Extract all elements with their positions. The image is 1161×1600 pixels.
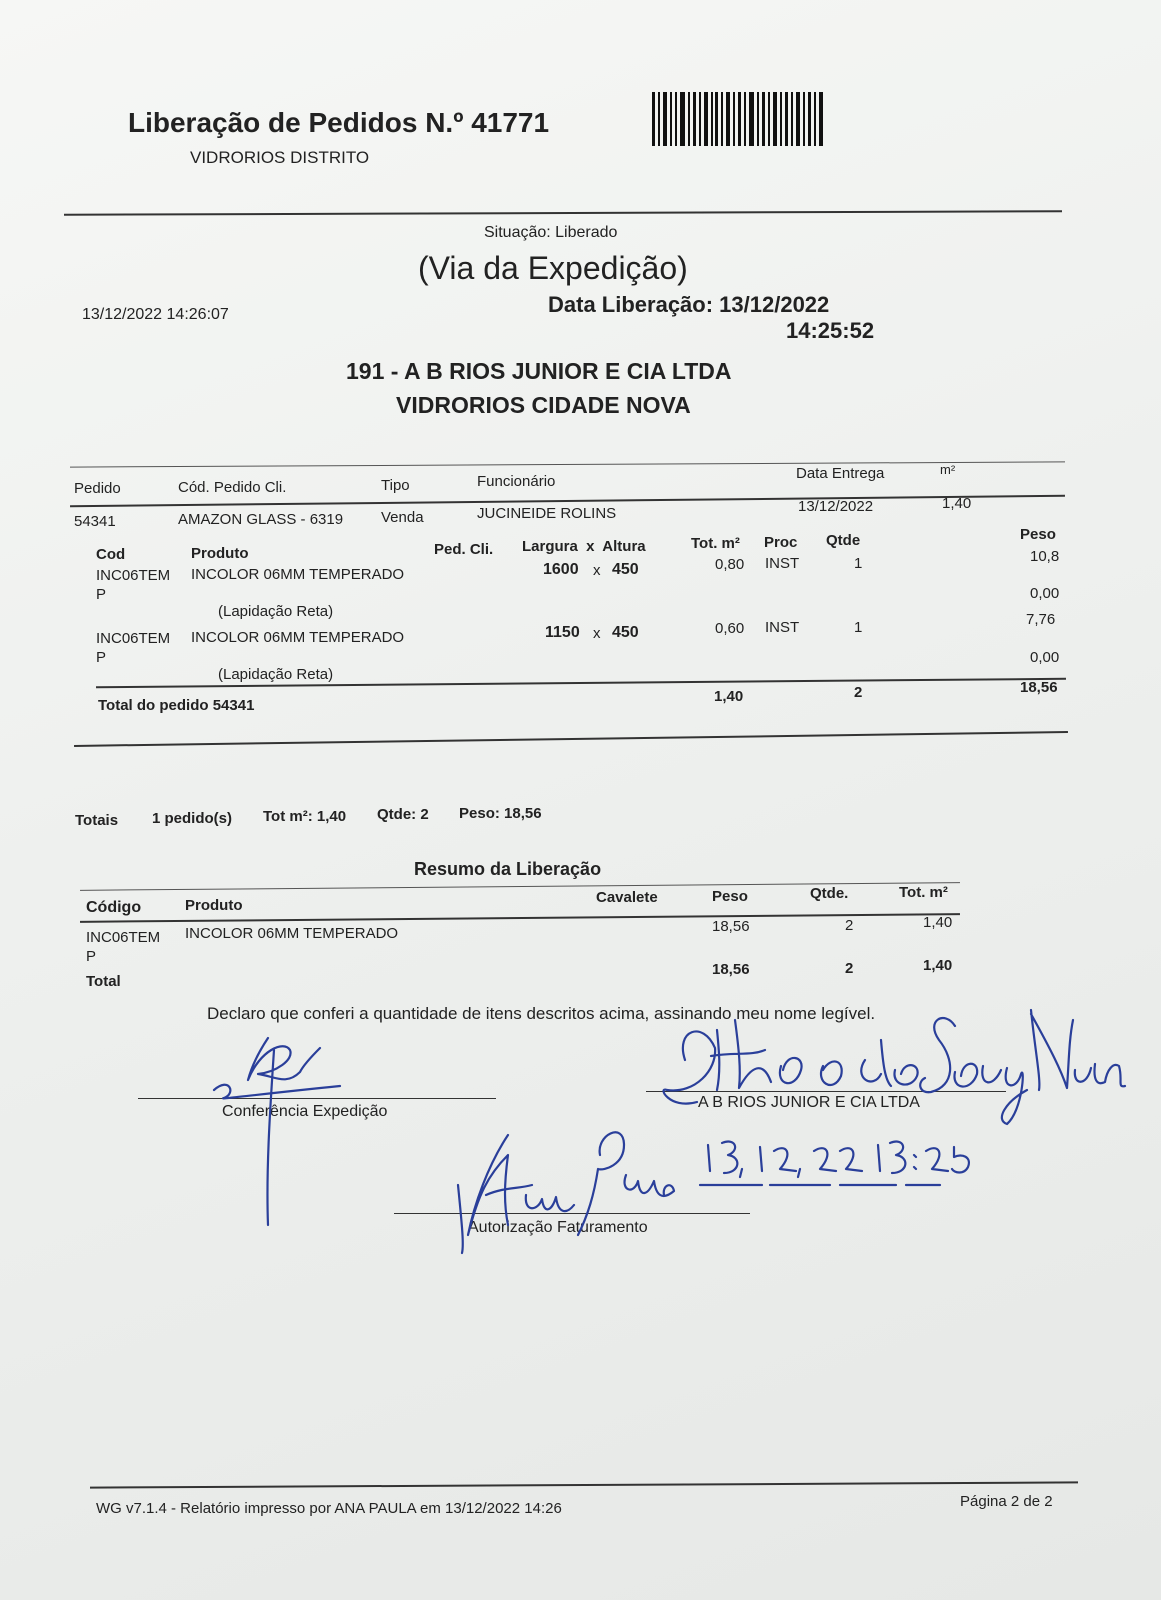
employee-name: JUCINEIDE ROLINS bbox=[477, 505, 617, 522]
item-note: (Lapidação Reta) bbox=[218, 666, 334, 683]
item-proc: INST bbox=[765, 619, 800, 636]
item-note: (Lapidação Reta) bbox=[218, 603, 334, 620]
print-datetime: 13/12/2022 14:26:07 bbox=[82, 306, 229, 323]
summary-qtde: 2 bbox=[845, 917, 854, 934]
summary-col-cavalete: Cavalete bbox=[596, 889, 658, 906]
item-width: 1600 bbox=[543, 561, 579, 578]
col-pedido: Pedido bbox=[74, 480, 121, 497]
order-total-peso: 18,56 bbox=[1020, 679, 1058, 696]
item-peso-extra: 0,00 bbox=[1030, 649, 1060, 666]
item-cod-cont: P bbox=[96, 649, 107, 666]
item-peso-extra: 0,00 bbox=[1030, 585, 1060, 602]
order-total-label: Total do pedido 54341 bbox=[98, 697, 255, 714]
item-height: 450 bbox=[612, 624, 639, 641]
item-proc: INST bbox=[765, 555, 800, 572]
summary-total-tot-m2: 1,40 bbox=[923, 957, 953, 974]
customer-branch: VIDRORIOS CIDADE NOVA bbox=[396, 392, 691, 418]
item-peso: 7,76 bbox=[1026, 611, 1056, 628]
totals-peso: Peso: 18,56 bbox=[459, 805, 542, 822]
declaration-text: Declaro que conferi a quantidade de itens descritos acima, assinando meu nome legível. bbox=[207, 1004, 876, 1023]
col-funcionario: Funcionário bbox=[477, 473, 556, 490]
totals-orders: 1 pedido(s) bbox=[152, 810, 233, 827]
summary-col-peso: Peso bbox=[712, 888, 748, 905]
summary-total-peso: 18,56 bbox=[712, 961, 750, 978]
order-type: Venda bbox=[381, 509, 424, 526]
signature-label-autorizacao: Autorização Faturamento bbox=[468, 1219, 648, 1236]
item-product: INCOLOR 06MM TEMPERADO bbox=[191, 566, 405, 583]
col-m2: m² bbox=[940, 462, 956, 477]
summary-title: Resumo da Liberação bbox=[414, 859, 602, 879]
item-qtde: 1 bbox=[854, 619, 863, 636]
summary-codigo: INC06TEM bbox=[86, 929, 161, 946]
col-tipo: Tipo bbox=[381, 477, 410, 494]
barcode bbox=[652, 92, 828, 146]
totals-qtde: Qtde: 2 bbox=[377, 806, 429, 823]
item-tot-m2: 0,80 bbox=[715, 556, 745, 573]
items-col-ped-cli: Ped. Cli. bbox=[434, 541, 494, 558]
handwritten-initials-signature bbox=[200, 1020, 360, 1230]
customer-name: 191 - A B RIOS JUNIOR E CIA LTDA bbox=[346, 358, 732, 384]
handwritten-name-signature bbox=[655, 990, 1135, 1130]
signature-label-conferencia: Conferência Expedição bbox=[222, 1103, 388, 1120]
company-name: VIDRORIOS DISTRITO bbox=[190, 148, 370, 167]
items-col-qtde: Qtde bbox=[826, 532, 861, 549]
divider bbox=[80, 913, 960, 923]
item-product: INCOLOR 06MM TEMPERADO bbox=[191, 629, 405, 646]
item-cod: INC06TEM bbox=[96, 567, 171, 584]
footer-print-info: WG v7.1.4 - Relatório impresso por ANA PAULA em 13/12/2022 14:26 bbox=[96, 1500, 562, 1517]
delivery-date: 13/12/2022 bbox=[798, 498, 874, 515]
items-col-peso: Peso bbox=[1020, 526, 1056, 543]
order-m2: 1,40 bbox=[942, 495, 972, 512]
col-data-entrega: Data Entrega bbox=[796, 465, 885, 482]
summary-peso: 18,56 bbox=[712, 918, 750, 935]
release-time: 14:25:52 bbox=[786, 318, 875, 343]
item-qtde: 1 bbox=[854, 555, 863, 572]
divider bbox=[74, 731, 1068, 747]
summary-col-qtde: Qtde. bbox=[810, 885, 849, 902]
summary-codigo-cont: P bbox=[86, 948, 97, 965]
copy-label: (Via da Expedição) bbox=[418, 250, 688, 286]
item-height: 450 bbox=[612, 561, 639, 578]
items-col-tot-m2: Tot. m² bbox=[691, 535, 740, 552]
summary-col-codigo: Código bbox=[86, 899, 142, 916]
items-col-proc: Proc bbox=[764, 534, 798, 551]
divider bbox=[64, 210, 1062, 215]
release-date: Data Liberação: 13/12/2022 bbox=[548, 292, 830, 317]
summary-produto: INCOLOR 06MM TEMPERADO bbox=[185, 925, 399, 942]
client-order-code: AMAZON GLASS - 6319 bbox=[178, 511, 344, 528]
order-total-qtde: 2 bbox=[854, 684, 863, 701]
col-cod-pedido-cli: Cód. Pedido Cli. bbox=[178, 479, 287, 496]
summary-col-produto: Produto bbox=[185, 897, 243, 914]
totals-label: Totais bbox=[75, 812, 119, 829]
page-number: Página 2 de 2 bbox=[960, 1493, 1053, 1510]
summary-tot-m2: 1,40 bbox=[923, 914, 953, 931]
divider bbox=[70, 461, 1065, 467]
item-x: x bbox=[593, 625, 601, 642]
summary-total-qtde: 2 bbox=[845, 960, 854, 977]
handwritten-date bbox=[700, 1135, 1000, 1195]
status-text: Situação: Liberado bbox=[484, 224, 618, 241]
item-cod-cont: P bbox=[96, 586, 107, 603]
handwritten-authorizer-signature bbox=[448, 1125, 688, 1265]
items-col-cod: Cod bbox=[96, 546, 126, 563]
item-cod: INC06TEM bbox=[96, 630, 171, 647]
summary-col-tot-m2: Tot. m² bbox=[899, 884, 948, 901]
signature-label-cliente: A B RIOS JUNIOR E CIA LTDA bbox=[698, 1094, 920, 1111]
divider bbox=[90, 1481, 1078, 1488]
item-width: 1150 bbox=[545, 624, 580, 641]
items-col-dimensions: Largura x Altura bbox=[522, 538, 646, 555]
totals-m2: Tot m²: 1,40 bbox=[263, 808, 347, 825]
item-peso: 10,8 bbox=[1030, 548, 1060, 565]
order-total-m2: 1,40 bbox=[714, 688, 744, 705]
document-title: Liberação de Pedidos N.º 41771 bbox=[128, 107, 550, 138]
item-x: x bbox=[593, 562, 601, 579]
item-tot-m2: 0,60 bbox=[715, 620, 745, 637]
items-col-produto: Produto bbox=[191, 545, 249, 562]
order-number: 54341 bbox=[74, 513, 116, 530]
summary-total-label: Total bbox=[86, 973, 121, 990]
